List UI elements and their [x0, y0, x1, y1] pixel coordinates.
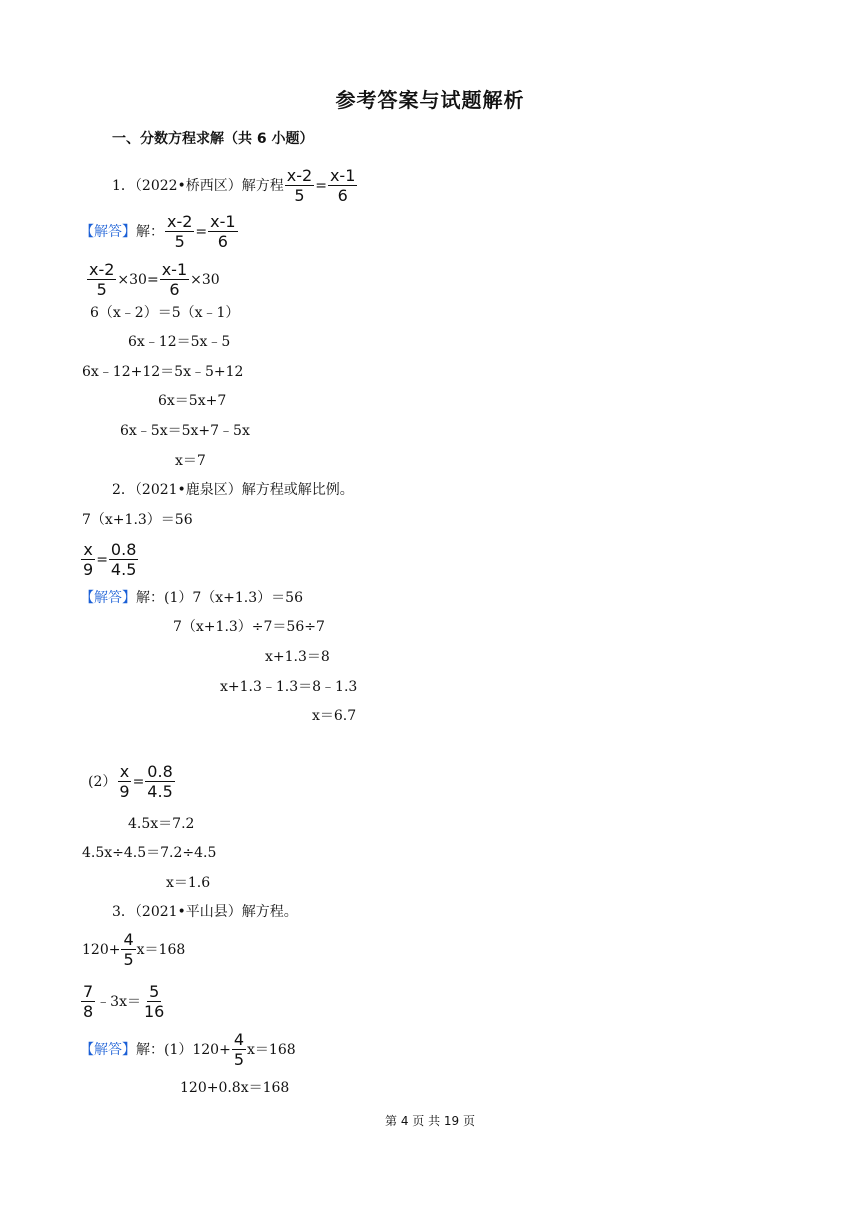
- fraction: $\frac{x-1}{6}$: [161, 260, 188, 299]
- fraction: $\frac{x-2}{5}$: [89, 260, 115, 299]
- fraction: $\frac{4}{5}$: [123, 930, 134, 969]
- fraction: $\frac{4}{5}$: [233, 1030, 245, 1069]
- q3-equation-1: [82, 930, 185, 969]
- q2-step: 7（x+1.3）÷7＝56÷7: [173, 619, 325, 635]
- q1-step: x＝7: [175, 453, 206, 469]
- equals-sign: =: [195, 223, 208, 240]
- part-label: (2）: [88, 773, 117, 790]
- equals-sign: =: [96, 551, 108, 568]
- q2-statement: 2．（2021•鹿泉区）解方程或解比例。: [112, 482, 354, 498]
- q2-equation-2: [80, 540, 139, 579]
- answer-tag: 【解答】: [80, 590, 136, 606]
- q1-intro: 1．（2022•桥西区）解方程: [112, 177, 284, 194]
- q1-step: 6x﹣12＝5x﹣5: [128, 334, 231, 350]
- q2-step: 4.5x÷4.5＝7.2÷4.5: [82, 845, 217, 861]
- page-footer: 第 4 页 共 19 页: [385, 1114, 475, 1128]
- equation-text: x＝168: [247, 1041, 296, 1058]
- q3-step: 120+0.8x＝168: [180, 1080, 290, 1096]
- fraction: $\frac{x-2}{5}$: [286, 166, 313, 205]
- times-30: ×30: [190, 271, 220, 288]
- q1-answer-line: [80, 212, 239, 251]
- q2-step: 4.5x＝7.2: [128, 816, 195, 832]
- equals-sign: =: [315, 177, 327, 194]
- answer-tag: 【解答】: [80, 1041, 136, 1058]
- solve-label: 解：(1）120+: [136, 1041, 231, 1058]
- fraction: $\frac{x-1}{6}$: [210, 212, 236, 251]
- fraction: $\frac{7}{8}$: [83, 982, 94, 1021]
- page-title: 参考答案与试题解析: [335, 88, 525, 112]
- q1-statement: [112, 166, 358, 205]
- q2-step: x+1.3﹣1.3＝8﹣1.3: [220, 679, 358, 695]
- q3-answer-line: [80, 1030, 296, 1069]
- equals-sign: =: [146, 271, 159, 288]
- q1-step: 6x﹣12+12＝5x﹣5+12: [82, 364, 244, 380]
- q2-step: x＝6.7: [312, 708, 357, 724]
- solve-label: 解：: [136, 223, 164, 240]
- q2-answer-line: [80, 588, 303, 608]
- q2-equation-1: 7（x+1.3）＝56: [82, 512, 193, 528]
- q2-part2-line: [88, 762, 176, 801]
- q3-statement: 3．（2021•平山县）解方程。: [112, 904, 298, 920]
- q2-step: x＝1.6: [166, 875, 211, 891]
- fraction: $\frac{5}{16}$: [144, 982, 165, 1021]
- q1-step: 6（x﹣2）＝5（x﹣1）: [90, 305, 240, 321]
- equals-sign: =: [132, 773, 145, 790]
- q1-step: 6x＝5x+7: [158, 393, 227, 409]
- q3-equation-2: [80, 982, 167, 1021]
- equation-text: 120+: [82, 941, 121, 958]
- section-heading: 一、分数方程求解（共 6 小题）: [112, 131, 314, 147]
- solve-label: 解：(1）7（x+1.3）＝56: [136, 590, 303, 606]
- times-30: ×30: [117, 271, 147, 288]
- fraction: $\frac{0.8}{4.5}$: [110, 540, 137, 579]
- fraction: $\frac{x-2}{5}$: [167, 212, 193, 251]
- answer-tag: 【解答】: [80, 223, 136, 240]
- equation-text: ﹣3x＝: [96, 993, 141, 1010]
- q1-step: 6x﹣5x＝5x+7﹣5x: [120, 423, 250, 439]
- fraction: $\frac{x-1}{6}$: [329, 166, 356, 205]
- q1-multiply-line: [86, 260, 220, 299]
- equation-text: x＝168: [136, 941, 186, 958]
- fraction: $\frac{x}{9}$: [119, 762, 130, 801]
- q2-step: x+1.3＝8: [265, 649, 330, 665]
- fraction: $\frac{x}{9}$: [83, 540, 94, 579]
- fraction: $\frac{0.8}{4.5}$: [147, 762, 173, 801]
